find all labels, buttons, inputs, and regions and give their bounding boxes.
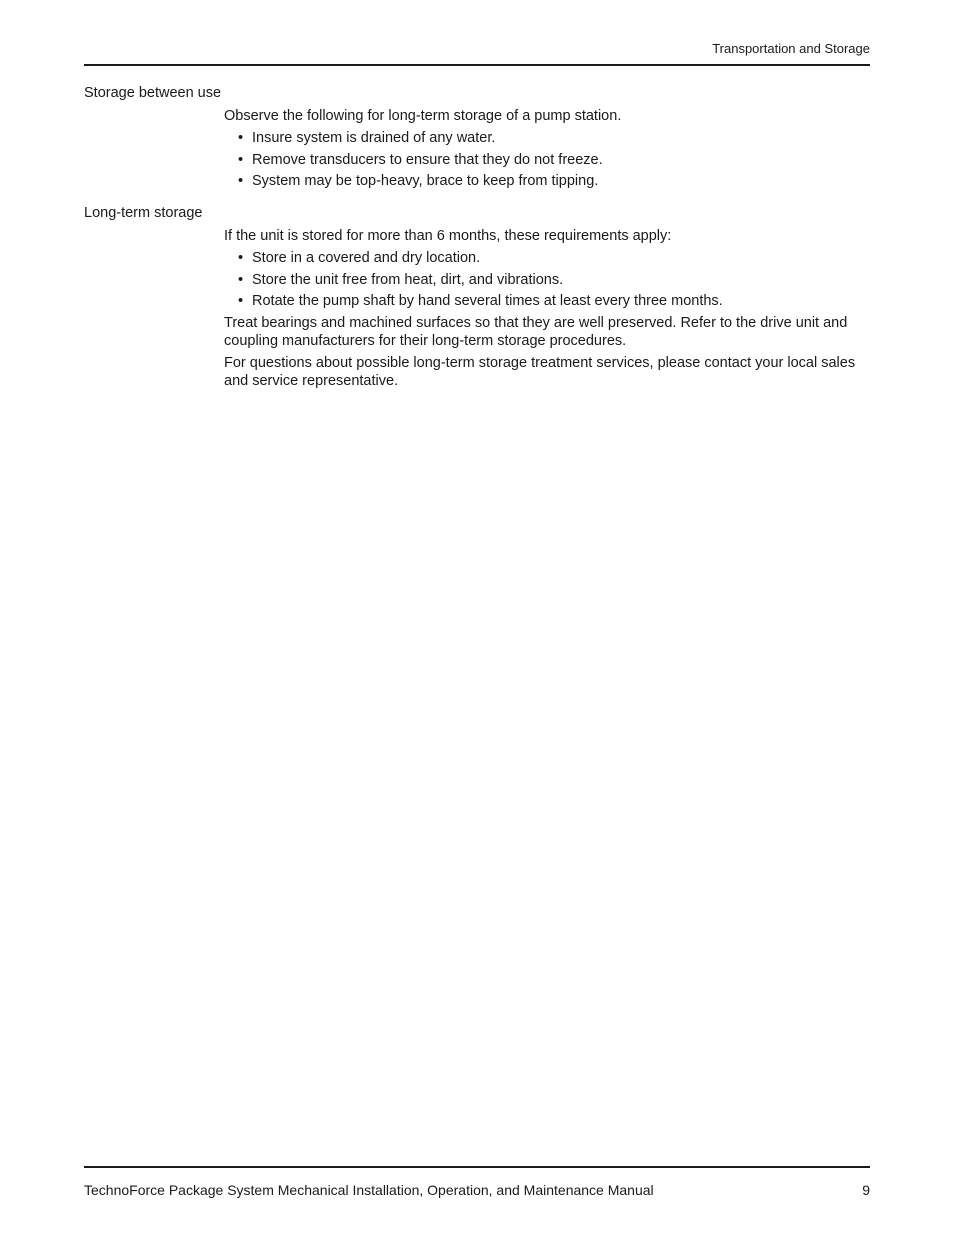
bullet-icon: • <box>238 293 244 309</box>
page-header <box>84 40 870 66</box>
page-footer <box>84 1166 870 1198</box>
body-paragraph: Treat bearings and machined surfaces so that they are well preserved. Refer to the drive unit and coupling manufacturers for their long-term storage procedures. <box>224 315 848 349</box>
bullet-icon: • <box>238 130 244 146</box>
list-item <box>238 249 864 267</box>
list-item <box>238 151 864 169</box>
bullet-icon: • <box>238 250 244 266</box>
section-body-storage-between-use <box>224 107 864 194</box>
section-heading-long-term-storage: Long-term storage <box>84 205 203 221</box>
bullet-icon: • <box>238 151 244 168</box>
list-item <box>238 271 864 289</box>
bullet-list <box>238 249 864 310</box>
list-item-text: Store the unit free from heat, dirt, and vibrations. <box>252 271 564 288</box>
running-header-title: Transportation and Storage <box>712 41 870 56</box>
list-item-text: Insure system is drained of any water. <box>252 130 496 146</box>
bullet-icon: • <box>238 173 244 189</box>
body-paragraph: For questions about possible long-term storage treatment services, please contact your local sales and service representative. <box>224 355 856 389</box>
footer-manual-title: TechnoForce Package System Mechanical Installation, Operation, and Maintenance Manual <box>84 1182 654 1198</box>
section-heading-storage-between-use: Storage between use <box>84 85 222 101</box>
page-number: 9 <box>862 1182 870 1198</box>
list-item-text: Remove transducers to ensure that they do not freeze. <box>252 151 603 168</box>
list-item <box>238 129 864 147</box>
list-item-text: Rotate the pump shaft by hand several times at least every three months. <box>252 293 723 309</box>
list-item <box>238 172 864 190</box>
section-intro: If the unit is stored for more than 6 months, these requirements apply: <box>224 228 672 244</box>
bullet-icon: • <box>238 271 244 288</box>
section-intro: Observe the following for long-term storage of a pump station. <box>224 108 622 124</box>
list-item-text: System may be top-heavy, brace to keep from tipping. <box>252 173 599 189</box>
list-item-text: Store in a covered and dry location. <box>252 250 481 266</box>
section-body-long-term-storage <box>224 227 864 390</box>
list-item <box>238 292 864 310</box>
bullet-list <box>238 129 864 190</box>
